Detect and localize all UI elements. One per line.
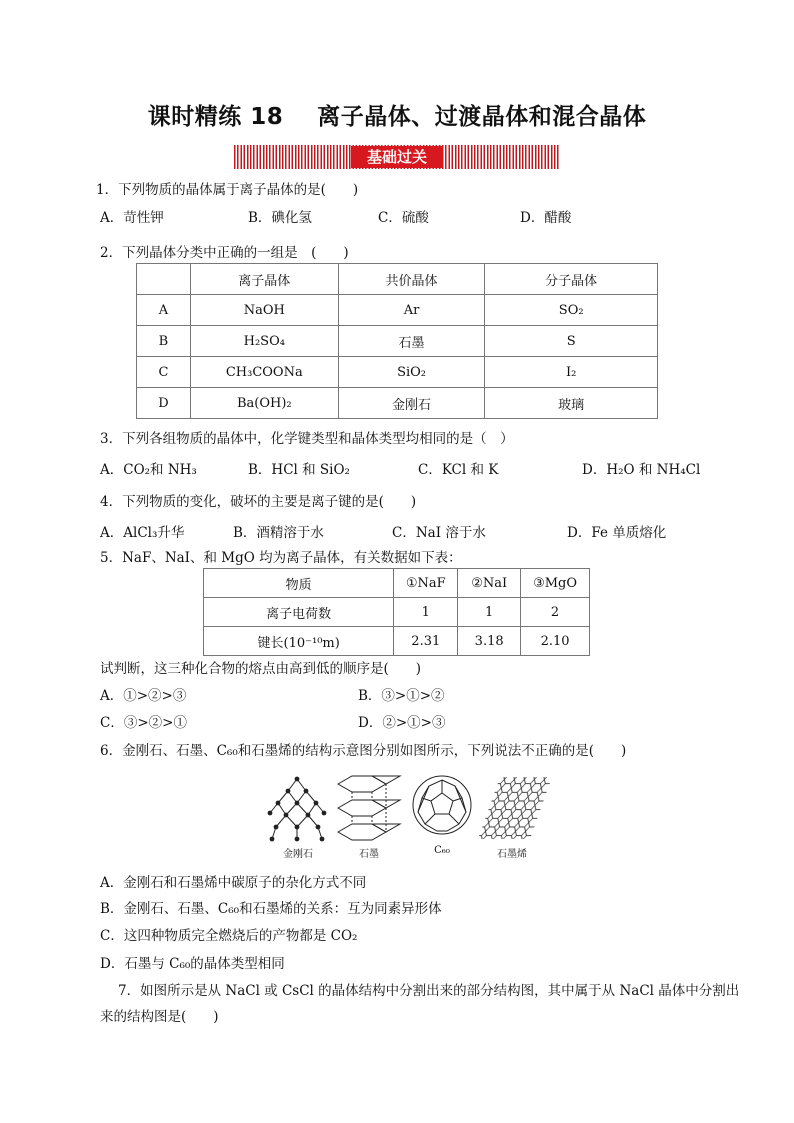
q5-cell: 3.18 (458, 627, 521, 656)
q3-stem: 3．下列各组物质的晶体中，化学键类型和晶体类型均相同的是（ ） (100, 431, 514, 447)
q2-cell: 金刚石 (338, 388, 485, 419)
q5-table-row (204, 627, 590, 656)
q6-option-d: D．石墨与 C₆₀的晶体类型相同 (100, 956, 285, 972)
q2-table (136, 263, 658, 419)
q2-cell: 石墨 (338, 326, 485, 357)
q4-option-b: B．酒精溶于水 (233, 525, 324, 541)
q1-option-c: C．硫酸 (378, 210, 429, 226)
q5-cell: 1 (394, 598, 458, 627)
q2-stem: 2．下列晶体分类中正确的一组是 ( ) (100, 245, 349, 261)
q5-cell: 2 (521, 598, 590, 627)
q7-stem-line2: 来的结构图是( ) (100, 1009, 219, 1025)
q4-option-c: C．NaI 溶于水 (392, 525, 486, 541)
q5-cell: 2.31 (394, 627, 458, 656)
q1-option-d: D．醋酸 (520, 210, 572, 226)
q5-table-row (204, 598, 590, 627)
q2-header-cell: 分子晶体 (485, 264, 658, 295)
q6-option-b: B．金刚石、石墨、C₆₀和石墨烯的关系：互为同素异形体 (100, 901, 442, 917)
c60-structure-figure (411, 774, 473, 836)
q3-option-d: D．H₂O 和 NH₄Cl (582, 462, 701, 478)
q5-option-b: B．③>①>② (358, 688, 445, 704)
q4-stem: 4．下列物质的变化，破坏的主要是离子键的是( ) (100, 494, 417, 510)
figure-label-diamond: 金刚石 (283, 849, 313, 860)
q5-option-d: D．②>①>③ (358, 715, 446, 731)
q2-cell: D (137, 388, 191, 419)
q5-header-cell: 物质 (204, 569, 394, 598)
q5-cell: 离子电荷数 (204, 598, 394, 627)
q2-cell: A (137, 295, 191, 326)
q6-stem: 6．金刚石、石墨、C₆₀和石墨烯的结构示意图分别如图所示，下列说法不正确的是( ) (100, 743, 627, 759)
section-banner (234, 145, 560, 169)
q2-cell: SiO₂ (338, 357, 485, 388)
q5-table (203, 568, 590, 656)
q2-cell: 玻璃 (485, 388, 658, 419)
section-banner-label: 基础过关 (351, 146, 443, 168)
lesson-number: 课时精练 18 (147, 104, 284, 130)
q2-cell: I₂ (485, 357, 658, 388)
q5-question: 试判断，这三种化合物的熔点由高到低的顺序是( ) (100, 661, 422, 677)
figure-label-graphene: 石墨烯 (497, 849, 527, 860)
q7-stem-line1: 7．如图所示是从 NaCl 或 CsCl 的晶体结构中分割出来的部分结构图，其中属于从 NaCl 晶体中分割出 (118, 983, 740, 999)
q2-cell: NaOH (190, 295, 338, 326)
figure-label-graphite: 石墨 (359, 849, 379, 860)
q4-option-a: A．AlCl₃升华 (100, 525, 185, 541)
q1-stem: 1．下列物质的晶体属于离子晶体的是( ) (96, 182, 359, 198)
page-title (0, 98, 794, 131)
q5-cell: 1 (458, 598, 521, 627)
q5-table-header-row (204, 569, 590, 598)
q3-option-c: C．KCl 和 K (418, 462, 499, 478)
q6-option-c: C．这四种物质完全燃烧后的产物都是 CO₂ (100, 928, 358, 944)
q5-cell: 2.10 (521, 627, 590, 656)
graphite-structure-figure (332, 772, 406, 844)
q2-header-cell: 共价晶体 (338, 264, 485, 295)
q5-header-cell: ②NaI (458, 569, 521, 598)
q2-cell: Ba(OH)₂ (190, 388, 338, 419)
q5-cell: 键长(10⁻¹⁰m) (204, 627, 394, 656)
q1-option-b: B．碘化氢 (248, 210, 312, 226)
q2-table-row (137, 388, 658, 419)
graphene-structure-figure (476, 775, 554, 841)
q2-cell: CH₃COONa (190, 357, 338, 388)
q2-cell: Ar (338, 295, 485, 326)
q5-header-cell: ③MgO (521, 569, 590, 598)
q5-stem: 5．NaF、NaI、和 MgO 均为离子晶体，有关数据如下表： (100, 550, 462, 566)
q5-header-cell: ①NaF (394, 569, 458, 598)
lesson-topic: 离子晶体、过渡晶体和混合晶体 (317, 104, 647, 130)
figure-label-c60: C₆₀ (434, 845, 450, 856)
q2-cell: H₂SO₄ (190, 326, 338, 357)
q2-table-row (137, 295, 658, 326)
q2-header-cell: 离子晶体 (190, 264, 338, 295)
q6-option-a: A．金刚石和石墨烯中碳原子的杂化方式不同 (100, 875, 367, 891)
q4-option-d: D．Fe 单质熔化 (567, 525, 667, 541)
q2-cell: SO₂ (485, 295, 658, 326)
q2-table-header-row (137, 264, 658, 295)
q3-option-b: B．HCl 和 SiO₂ (248, 462, 350, 478)
q2-cell: S (485, 326, 658, 357)
q5-option-c: C．③>②>① (100, 715, 187, 731)
q1-option-a: A．苛性钾 (100, 210, 164, 226)
q2-table-row (137, 357, 658, 388)
q2-cell: B (137, 326, 191, 357)
q3-option-a: A．CO₂和 NH₃ (100, 462, 197, 478)
q2-cell: C (137, 357, 191, 388)
diamond-structure-figure (266, 773, 328, 843)
q5-option-a: A．①>②>③ (100, 688, 187, 704)
q2-table-row (137, 326, 658, 357)
q2-header-cell (137, 264, 191, 295)
